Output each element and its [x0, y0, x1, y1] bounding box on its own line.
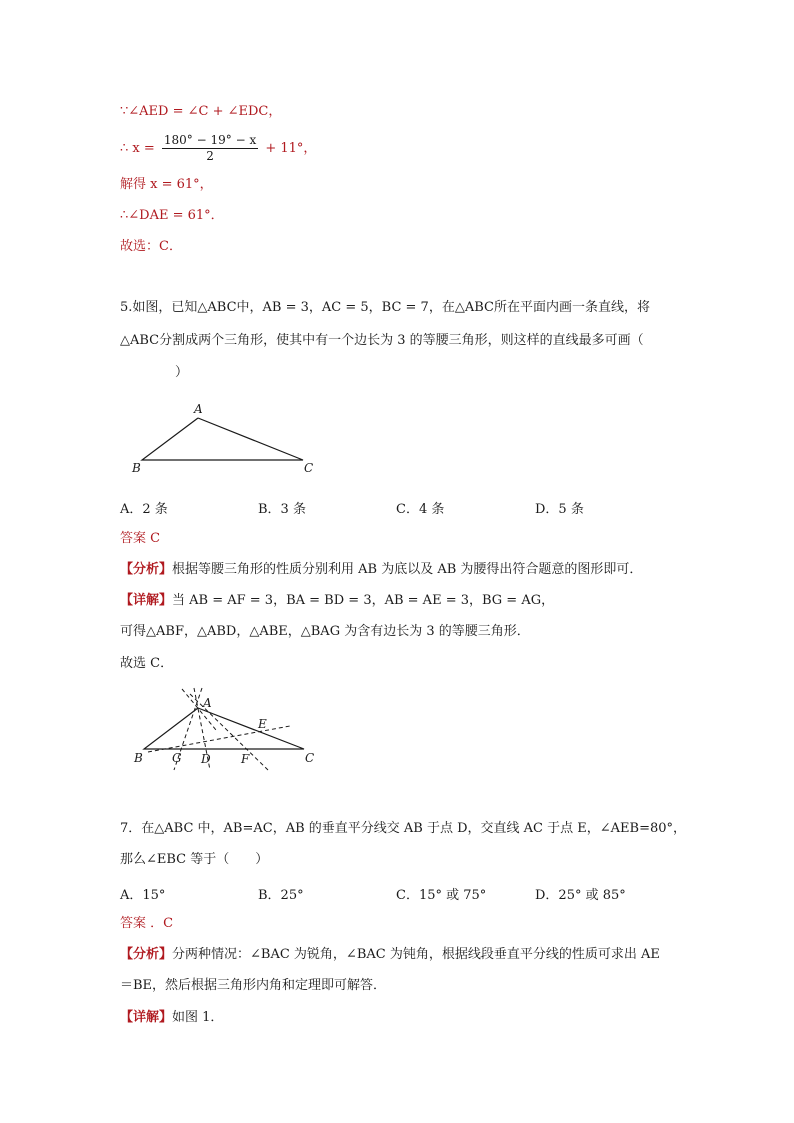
- q5-stem-line-2: △ABC分割成两个三角形，使其中有一个边长为 3 的等腰三角形，则这样的直线最多可画（: [120, 333, 644, 348]
- q5-figure-solution: [128, 686, 338, 771]
- q5-stem-line-1: 5.如图，已知△ABC中，AB = 3，AC = 5，BC = 7，在△ABC所在平面内画一条直线，将: [120, 300, 650, 315]
- fig1-label-b: B: [132, 461, 141, 475]
- fig2-label-g: G: [172, 751, 182, 765]
- q5-option-b: B．3 条: [258, 502, 306, 517]
- q5-answer: 答案 C: [120, 531, 161, 546]
- q7-analysis: 【分析】分两种情况：∠BAC 为锐角，∠BAC 为钝角，根据线段垂直平分线的性质可求出 AE: [120, 947, 660, 962]
- q7-stem-line-2: 那么∠EBC 等于（ ）: [120, 852, 269, 867]
- q7-analysis-2: ＝BE，然后根据三角形内角和定理即可解答．: [120, 978, 387, 993]
- fig2-label-c: C: [305, 751, 315, 765]
- prev-line-3: 解得 x = 61°，: [120, 177, 213, 192]
- q7-option-b: B．25°: [258, 888, 304, 903]
- q5-options: [0, 498, 794, 518]
- prev-line-1: ∵∠AED = ∠C + ∠EDC，: [120, 104, 282, 119]
- q5-conclusion: 故选 C．: [120, 656, 174, 671]
- q5-option-a: A．2 条: [120, 502, 168, 517]
- fraction: $\frac{180^\circ - 19^\circ - x}{2}$: [163, 133, 257, 163]
- fig2-label-f: F: [241, 752, 250, 766]
- q7-option-c: C．15° 或 75°: [396, 888, 487, 903]
- prev-conclusion: 故选：C．: [120, 239, 182, 254]
- fig1-label-c: C: [304, 461, 314, 475]
- q5-option-d: D．5 条: [535, 502, 584, 517]
- q5-option-c: C．4 条: [396, 502, 445, 517]
- fig2-label-e: E: [258, 717, 267, 731]
- fig2-label-b: B: [134, 751, 143, 765]
- fig2-label-a: A: [203, 696, 212, 710]
- q7-options: [0, 884, 794, 904]
- q5-figure-triangle: [128, 398, 328, 478]
- fig1-label-a: A: [194, 402, 203, 416]
- q7-detail: 【详解】如图 1．: [120, 1010, 224, 1025]
- q5-detail-2: 可得△ABF，△ABD，△ABE，△BAG 为含有边长为 3 的等腰三角形．: [120, 624, 530, 639]
- q5-stem-line-3: ）: [175, 365, 189, 380]
- q7-option-d: D．25° 或 85°: [535, 888, 626, 903]
- prev-line-2: ∴ x = $\frac{180^\circ - 19^\circ - x}{2}$ + 11°，: [120, 133, 317, 163]
- fig2-label-d: D: [201, 752, 211, 766]
- q5-analysis: 【分析】根据等腰三角形的性质分别利用 AB 为底以及 AB 为腰得出符合题意的图形即可．: [120, 562, 643, 577]
- q5-detail: 【详解】当 AB = AF = 3，BA = BD = 3，AB = AE = 3，BG = AG，: [120, 593, 555, 608]
- q7-answer: 答案 ．C: [120, 916, 174, 931]
- prev-line-4: ∴∠DAE = 61°．: [120, 208, 224, 223]
- q7-stem-line-1: 7．在△ABC 中，AB=AC，AB 的垂直平分线交 AB 于点 D，交直线 AC 于点 E，∠AEB=80°，: [120, 821, 687, 836]
- q7-option-a: A．15°: [120, 888, 166, 903]
